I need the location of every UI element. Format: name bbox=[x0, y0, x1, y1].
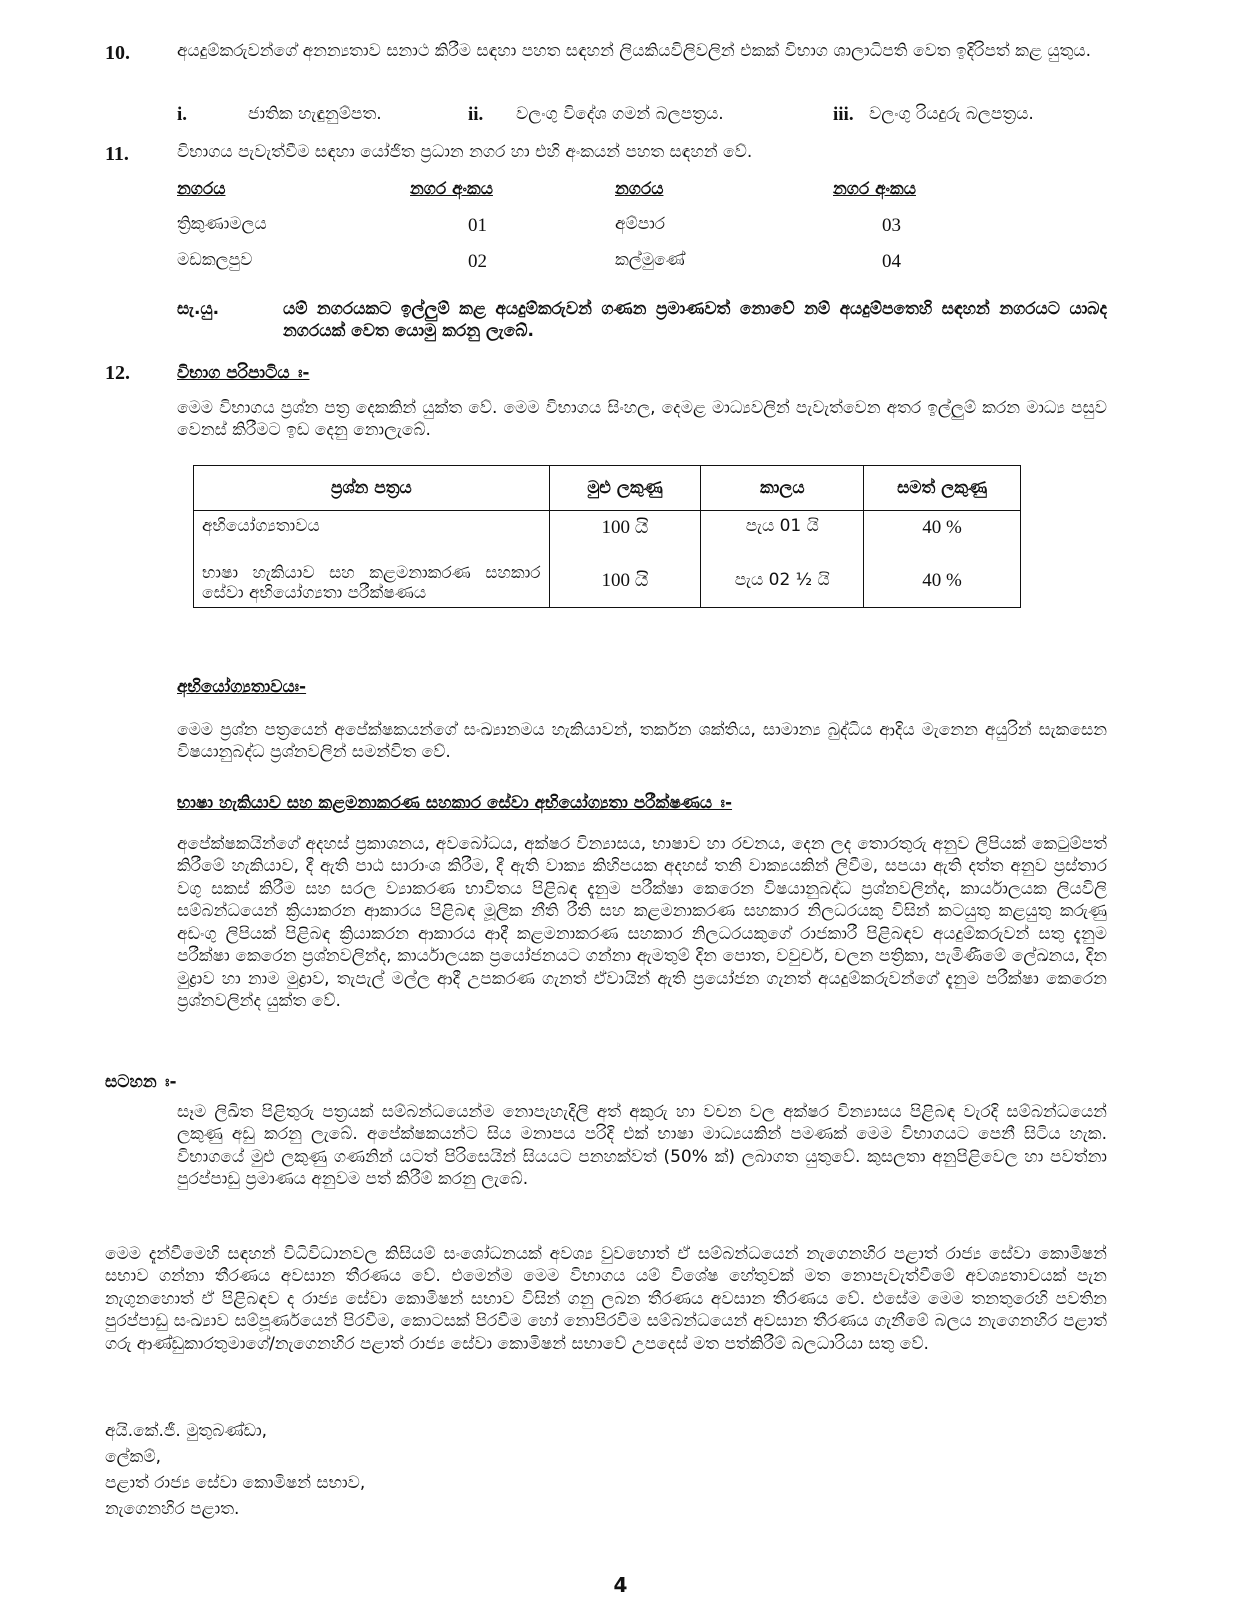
city-number-header-1: නගර අංකය bbox=[410, 179, 493, 199]
table-cell: 40 % bbox=[864, 511, 1021, 554]
note-heading: සටහන ඃ- bbox=[105, 1072, 177, 1092]
exam-papers-table bbox=[193, 465, 1021, 608]
table-header: සමත් ලකුණු bbox=[864, 466, 1021, 511]
signatory-title: ලේකම්, bbox=[105, 1447, 161, 1467]
id-item-2-label: වලංගු විදේශ ගමන් බලපත්‍රය. bbox=[516, 104, 724, 124]
id-item-3-label: වලංගු රියදුරු බලපත්‍රය. bbox=[869, 104, 1034, 124]
note-text: යම් නගරයකට ඉල්ලුම් කළ අයදුම්කරුවන් ගණන ප්‍රමාණවත් නොවේ නම් අයදුම්පතෙහි සඳහන් නගරයට යාබද නගරයක් වෙත යොමු කරනු ලැබේ. bbox=[283, 299, 1107, 342]
note-body: සෑම ලිඛිත පිළිතුරු පත්‍රයක් සම්බන්ධයෙන්ම නොපැහැදිලි අත් අකුරු හා වචන වල අක්ෂර වින්‍යාසය පිළිබඳ වැරදි සම්බන්ධයෙන් ලකුණු අඩු කරනු ලැබේ. අපේක්ෂකයන්ට සිය මනාපය පරිදි එක් භාෂා මාධ්‍යයකින් පමණක් මෙම විභාගයට පෙනී සිටිය හැක. විභාගයේ මුළු ලකුණු ගණනින් යටත් පිරිසෙයින් සියයට පනහක්වත් (50% ක්) ලබාගත යුතුවේ. කුසලතා අනුපිළිවෙල හා පවත්නා පුරප්පාඩු ප්‍රමාණය අනුවම පත් කිරීම් කරනු ලැබේ. bbox=[177, 1102, 1107, 1190]
signatory-name: අයි.කේ.ජී. මුතුබණ්ඩා, bbox=[105, 1421, 268, 1441]
city-number-cell: 04 bbox=[882, 251, 901, 272]
table-row bbox=[194, 511, 1021, 554]
table-cell: පැය 01 යි bbox=[701, 511, 864, 554]
city-cell: කල්මුණේ bbox=[615, 250, 685, 270]
table-cell: 40 % bbox=[864, 553, 1021, 608]
id-item-2-number: ii. bbox=[468, 104, 484, 125]
city-cell: අම්පාර bbox=[615, 214, 666, 234]
section-10-number: 10. bbox=[105, 42, 130, 64]
closing-paragraph: මෙම දැන්වීමෙහි සඳහන් විධිවිධානවල කිසියම් සංශෝධනයක් අවශ්‍ය වුවහොත් ඒ සම්බන්ධයෙන් නැගෙනහිර පළාත් රාජ්‍ය සේවා කොමිෂන් සභාව ගන්නා තීරණය අවසාන තීරණය වේ. එමෙන්ම මෙම විභාගය යම් විශේෂ හේතුවක් මත නොපැවැත්වීමේ අවශ්‍යතාවයක් පැන නැගුනහොත් ඒ පිළිබඳව ද රාජ්‍ය සේවා කොමිෂන් සභාව විසින් ගනු ලබන තීරණය අවසාන තීරණය වේ. එසේම මෙම තනතුරෙහි පවතින පුරප්පාඩු සංඛ්‍යාව සම්පූර්ණයෙන් පිරවීම, කොටසක් පිරවීම හෝ නොපිරවීම සම්බන්ධයෙන් අවසාන තීරණය ගැනීමේ බලය නැගෙනහිර පළාත් ගරු ආණ්ඩුකාරතුමාගේ/නැගෙනහිර පළාත් රාජ්‍ය සේවා කොමිෂන් සභාවේ උපදෙස් මත පත්කිරීම් බලධාරියා සතු වේ. bbox=[105, 1244, 1107, 1354]
aptitude-text: මෙම ප්‍රශ්න පත්‍රයෙන් අපේක්ෂකයන්ගේ සංඛ්‍යානමය හැකියාවන්, තර්කන ශක්තිය, සාමාන්‍ය බුද්ධිය ආදිය මැනෙන අයුරින් සැකසෙන විෂයානුබද්ධ ප්‍රශ්නවලින් සමන්විත වේ. bbox=[177, 720, 1107, 763]
table-cell: 100 යි bbox=[549, 553, 701, 608]
signatory-place: නැගෙනහිර පළාත. bbox=[105, 1499, 240, 1519]
id-item-1-label: ජාතික හැඳුනුම්පත. bbox=[248, 104, 382, 124]
table-cell: අභියෝග්‍යතාවය bbox=[194, 511, 550, 554]
table-header: කාලය bbox=[701, 466, 864, 511]
city-header-1: නගරය bbox=[177, 179, 226, 199]
id-item-1-number: i. bbox=[177, 104, 188, 125]
section-12-heading: විභාග පරිපාටිය ඃ- bbox=[177, 363, 310, 383]
section-10-text: අයදුම්කරුවන්ගේ අනන්‍යතාව සනාථ කිරීම සඳහා පහත සඳහන් ලියකියවිලිවලින් එකක් විභාග ශාලාධිපති වෙත ඉදිරිපත් කළ යුතුය. bbox=[177, 41, 1092, 61]
signatory-organization: පළාත් රාජ්‍ය සේවා කොමිෂන් සභාව, bbox=[105, 1473, 366, 1493]
city-header-2: නගරය bbox=[615, 179, 664, 199]
section-12-intro: මෙම විභාගය ප්‍රශ්න පත්‍ර දෙකකින් යුක්ත වේ. මෙම විභාගය සිංහල, දෙමළ මාධ්‍යවලින් පැවැත්වෙන අතර ඉල්ලුම් කරන මාධ්‍ය පසුව වෙනස් කිරීමට ඉඩ දෙනු නොලැබේ. bbox=[177, 398, 1107, 441]
table-header: ප්‍රශ්න පත්‍රය bbox=[194, 466, 550, 511]
city-cell: ත්‍රිකුණාමලය bbox=[177, 214, 267, 234]
section-12-number: 12. bbox=[105, 362, 130, 384]
table-header: මුළු ලකුණු bbox=[549, 466, 701, 511]
city-number-cell: 02 bbox=[468, 251, 487, 272]
id-item-3-number: iii. bbox=[833, 104, 854, 125]
city-number-header-2: නගර අංකය bbox=[833, 179, 916, 199]
table-cell: භාෂා හැකියාව සහ කළමනාකරණ සහකාර සේවා අභියෝග්‍යතා පරීක්ෂණය bbox=[194, 553, 550, 608]
section-11-number: 11. bbox=[105, 143, 129, 165]
note-label: සැ.යු. bbox=[177, 299, 220, 319]
section-11-text: විභාගය පැවැත්වීම සඳහා යෝජිත ප්‍රධාන නගර හා එහි අංකයන් පහත සඳහන් වේ. bbox=[177, 142, 753, 162]
page-number: 4 bbox=[613, 1573, 628, 1597]
language-test-heading: භාෂා හැකියාව සහ කළමනාකරණ සහකාර සේවා අභියෝග්‍යතා පරීක්ෂණය ඃ- bbox=[177, 793, 733, 813]
city-number-cell: 03 bbox=[882, 215, 901, 236]
aptitude-heading: අභියෝග්‍යතාවයඃ- bbox=[177, 677, 307, 697]
city-number-cell: 01 bbox=[468, 215, 487, 236]
table-header-row bbox=[194, 466, 1021, 511]
table-cell: පැය 02 ½ යි bbox=[701, 553, 864, 608]
table-row bbox=[194, 553, 1021, 608]
language-test-text: අපේක්ෂකයින්ගේ අදහස් ප්‍රකාශනය, අවබෝධය, අක්ෂර වින්‍යාසය, භාෂාව හා රචනය, දෙන ලද තොරතුරු අනුව ලිපියක් කෙටුම්පත් කිරීමේ හැකියාව, දී ඇති පාඨ සාරාංශ කිරීම, දී ඇති වාක්‍ය කිහිපයක අදහස් තනි වාක්‍යයකින් ලිවීම, සපයා ඇති දත්ත අනුව ප්‍රස්තාර වගු සකස් කිරීම සහ සරල ව්‍යාකරණ භාවිතය පිළිබඳ දැනුම පරීක්ෂා කෙරෙන විෂයානුබද්ධ ප්‍රශ්නවලින්ද, කාර්යාලයක ලියවිලි සම්බන්ධයෙන් ක්‍රියාකරන ආකාරය පිළිබඳ මූලික නීති රීති සහ කළමනාකරණ සහකාර නිලධරයකු විසින් කටයුතු කළයුතු කරුණු අඩංගු ලිපියක් පිළිබඳ ක්‍රියාකරන ආකාරය ආදී කළමනාකරණ සහකාර නිලධරයකුගේ රාජකාරී පිළිබඳව අයදුම්කරුවන් සතු දැනුම පරීක්ෂා කෙරෙන ප්‍රශ්නවලින්ද, කාර්යාලයක ප්‍රයෝජනයට ගන්නා ඇමතුම් දින පොත, වවුචර්, චලන පත්‍රිකා, පැමිණීමේ ලේඛනය, දින මුද්‍රාව හා නාම මුද්‍රාව, තැපැල් මල්ල ආදී උපකරණ ගැනත් ඒවායින් ඇති ප්‍රයෝජන ගැනත් අයදුම්කරුවන්ගේ දැනුම පරීක්ෂා කෙරෙන ප්‍රශ්නවලින්ද යුක්ත වේ. bbox=[177, 834, 1107, 1012]
city-cell: මඩකලපුව bbox=[177, 250, 253, 270]
table-cell: 100 යි bbox=[549, 511, 701, 554]
